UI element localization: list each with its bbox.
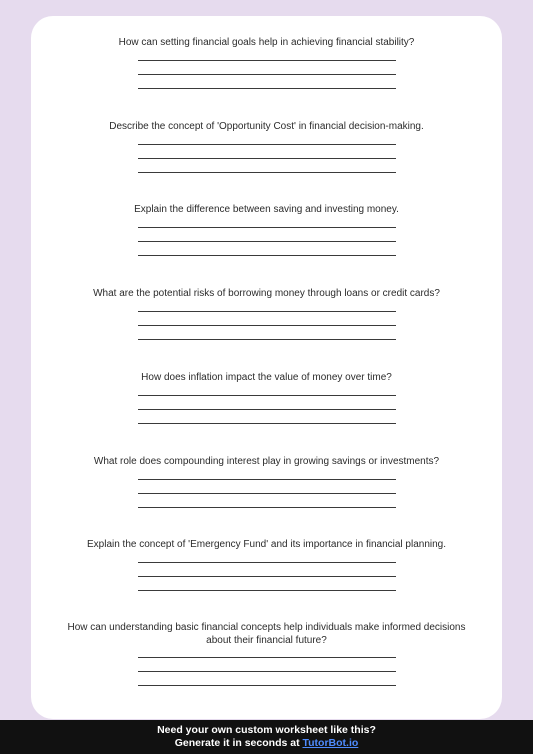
- answer-line: [138, 241, 396, 242]
- answer-line: [138, 590, 396, 591]
- answer-line: [138, 60, 396, 61]
- question-text: What role does compounding interest play in growing savings or investments?: [93, 456, 440, 467]
- promo-line-2-prefix: Generate it in seconds at: [174, 737, 303, 749]
- question-text: How does inflation impact the value of money over time?: [141, 372, 392, 383]
- question-block-1: [31, 37, 502, 89]
- answer-line: [138, 479, 396, 480]
- question-block-3: [31, 204, 502, 256]
- answer-line: [138, 685, 396, 686]
- answer-line: [138, 423, 396, 424]
- promo-line-1: Need your own custom worksheet like this?: [157, 724, 376, 736]
- answer-line: [138, 671, 396, 672]
- answer-line: [138, 172, 396, 173]
- question-text: How can setting financial goals help in achieving financial stability?: [118, 37, 415, 48]
- question-block-8: [31, 622, 502, 686]
- answer-line: [138, 507, 396, 508]
- question-text: Explain the concept of 'Emergency Fund' and its importance in financial planning.: [86, 539, 447, 550]
- answer-line: [138, 158, 396, 159]
- answer-line: [138, 227, 396, 228]
- answer-line: [138, 339, 396, 340]
- worksheet-sheet: [31, 16, 502, 719]
- question-block-5: [31, 372, 502, 424]
- question-block-6: [31, 456, 502, 508]
- answer-line: [138, 88, 396, 89]
- answer-line: [138, 576, 396, 577]
- answer-line: [138, 255, 396, 256]
- question-text: Explain the difference between saving and investing money.: [134, 204, 399, 215]
- tutorbot-link[interactable]: TutorBot.io: [302, 737, 359, 749]
- question-block-7: [31, 539, 502, 591]
- question-text: How can understanding basic financial concepts help individuals make informed decisions about their financial future?: [67, 622, 466, 646]
- promo-line-2: [0, 737, 533, 750]
- promo-footer: [0, 720, 533, 754]
- question-text: Describe the concept of 'Opportunity Cost' in financial decision-making.: [109, 121, 424, 132]
- answer-line: [138, 325, 396, 326]
- answer-line: [138, 409, 396, 410]
- answer-line: [138, 395, 396, 396]
- question-block-4: [31, 288, 502, 340]
- question-text: What are the potential risks of borrowing money through loans or credit cards?: [93, 288, 440, 299]
- answer-line: [138, 562, 396, 563]
- answer-line: [138, 144, 396, 145]
- answer-line: [138, 311, 396, 312]
- answer-line: [138, 74, 396, 75]
- question-block-2: [31, 121, 502, 173]
- answer-line: [138, 657, 396, 658]
- answer-line: [138, 493, 396, 494]
